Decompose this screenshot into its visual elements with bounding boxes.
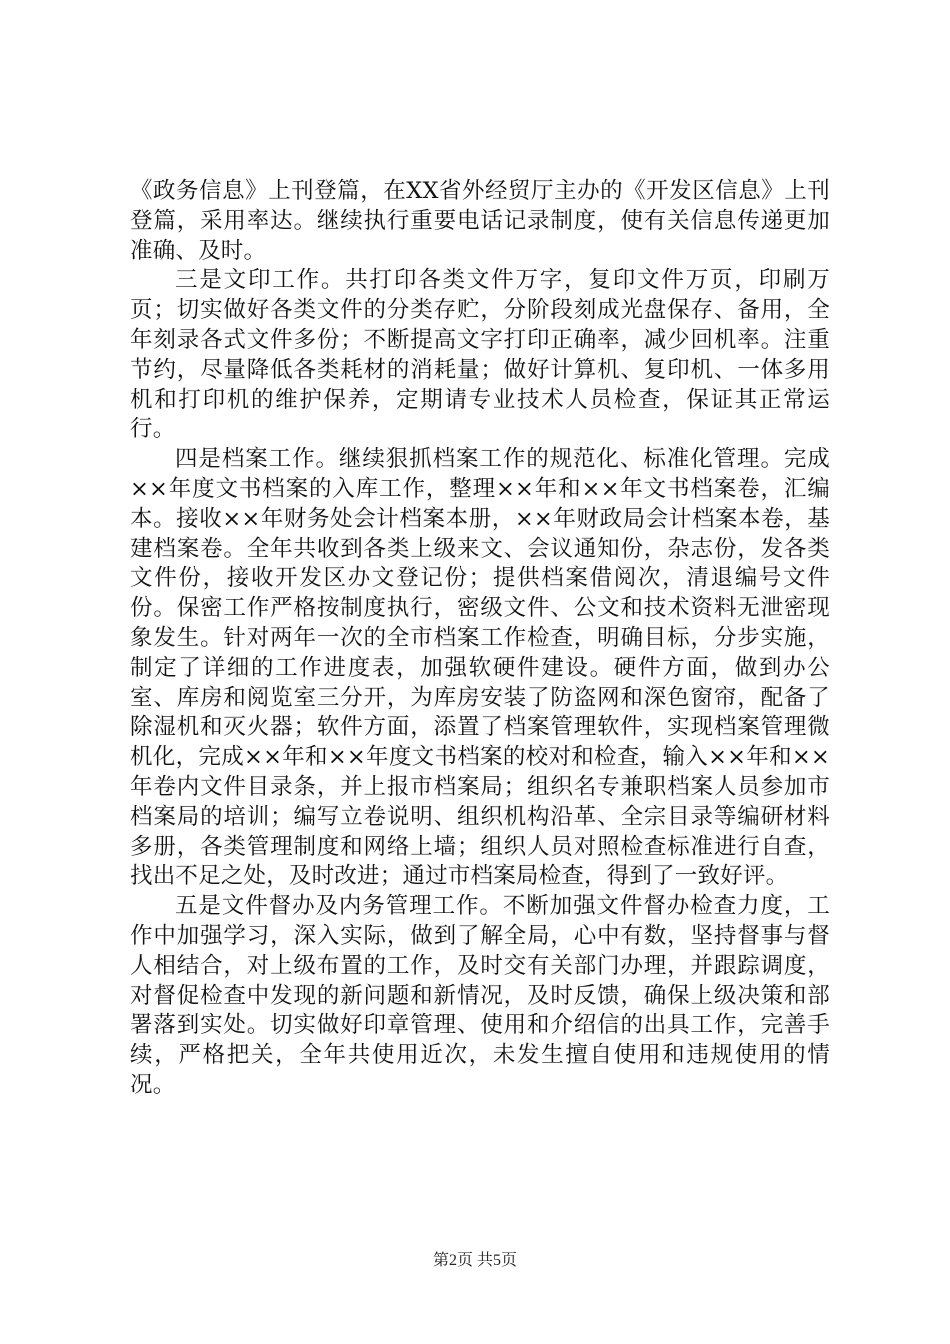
page-number-label: 第2页 共5页 <box>432 1252 517 1269</box>
document-body <box>130 177 830 1101</box>
paragraph-supervision-work: 五是文件督办及内务管理工作。不断加强文件督办检查力度，工作中加强学习，深入实际，做到了解全局，心中有数，坚持督事与督人相结合，对上级布置的工作，及时交有关部门办理，并跟踪调度，对督促检查中发现的新问题和新情况，及时反馈，确保上级决策和部署落到实处。切实做好印章管理、使用和介绍信的出具工作，完善手续，严格把关，全年共使用近次，未发生擅自使用和违规使用的情况。 <box>130 893 830 1098</box>
paragraph-archive-work: 四是档案工作。继续狠抓档案工作的规范化、标准化管理。完成××年度文书档案的入库工作，整理××年和××年文书档案卷，汇编本。接收××年财务处会计档案本册，××年财政局会计档案本卷，基建档案卷。全年共收到各类上级来文、会议通知份，杂志份，发各类文件份，接收开发区办文登记份；提供档案借阅次，清退编号文件份。保密工作严格按制度执行，密级文件、公文和技术资料无泄密现象发生。针对两年一次的全市档案工作检查，明确目标，分步实施，制定了详细的工作进度表，加强软硬件建设。硬件方面，做到办公室、库房和阅览室三分开，为库房安装了防盗网和深色窗帘，配备了除湿机和灭火器；软件方面，添置了档案管理软件，实现档案管理微机化，完成××年和××年度文书档案的校对和检查，输入××年和××年卷内文件目录条，并上报市档案局；组织名专兼职档案人员参加市档案局的培训；编写立卷说明、组织机构沿革、全宗目录等编研材料多册，各类管理制度和网络上墙；组织人员对照检查标准进行自查，找出不足之处，及时改进；通过市档案局检查，得到了一致好评。 <box>130 446 830 890</box>
paragraph-printing-work: 三是文印工作。共打印各类文件万字，复印文件万页，印刷万页；切实做好各类文件的分类存贮，分阶段刻成光盘保存、备用，全年刻录各式文件多份；不断提高文字打印正确率，减少回机率。注重节约，尽量降低各类耗材的消耗量；做好计算机、复印机、一体多用机和打印机的维护保养，定期请专业技术人员检查，保证其正常运行。 <box>130 267 830 443</box>
paragraph-info-publishing: 《政务信息》上刊登篇，在XX省外经贸厅主办的《开发区信息》上刊登篇，采用率达。继续执行重要电话记录制度，使有关信息传递更加准确、及时。 <box>130 178 830 264</box>
page-footer <box>0 1247 950 1270</box>
